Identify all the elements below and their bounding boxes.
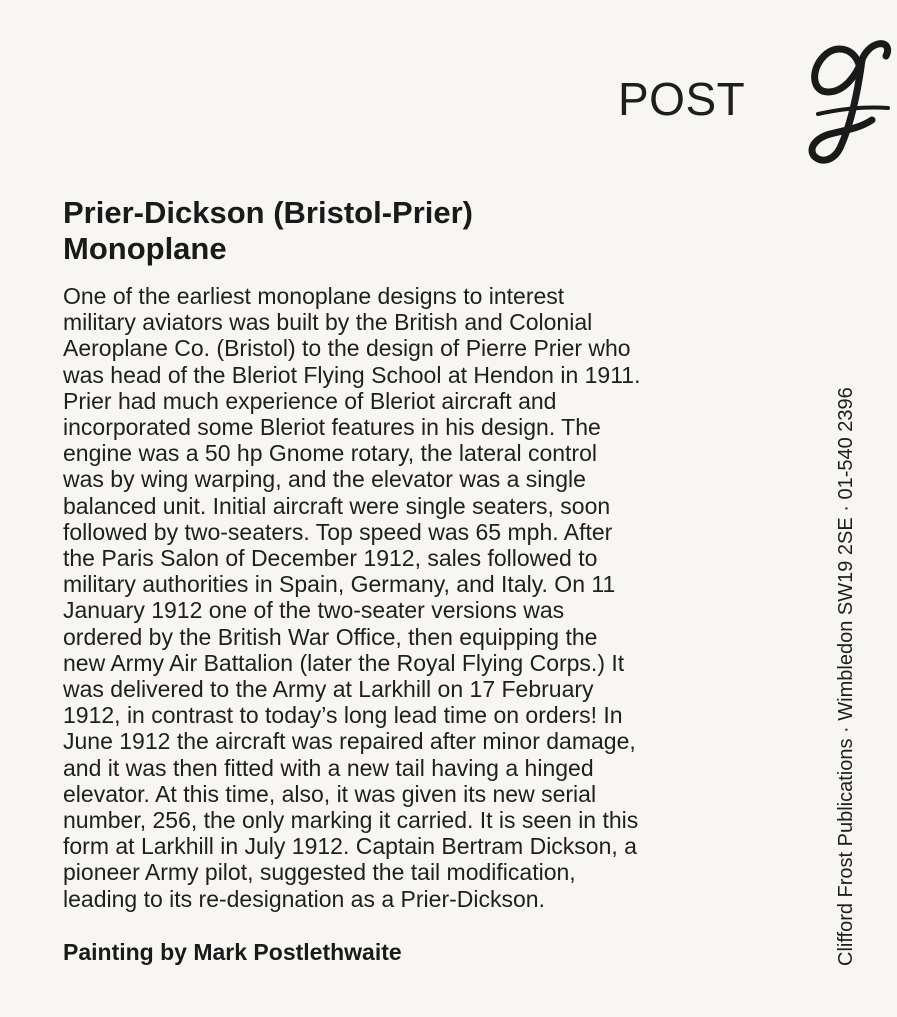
title-line: Monoplane <box>63 231 227 266</box>
body-line: 1912, in contrast to today’s long lead time on orders! In <box>63 702 623 729</box>
body-line: engine was a 50 hp Gnome rotary, the lateral control <box>63 440 597 467</box>
body-line: January 1912 one of the two-seater versions was <box>63 597 565 624</box>
post-label: POST <box>618 73 746 125</box>
article-title <box>63 195 473 267</box>
body-line: June 1912 the aircraft was repaired after minor damage, <box>63 728 636 755</box>
body-line: Prier had much experience of Bleriot aircraft and <box>63 387 557 414</box>
body-line: was delivered to the Army at Larkhill on 17 February <box>63 676 594 703</box>
article-body <box>63 283 641 912</box>
body-line: balanced unit. Initial aircraft were single seaters, soon <box>63 492 611 519</box>
body-line: Aeroplane Co. (Bristol) to the design of Pierre Prier who <box>63 335 631 362</box>
body-line: incorporated some Bleriot features in his design. The <box>63 414 601 441</box>
body-line: pioneer Army pilot, suggested the tail modification, <box>63 859 576 886</box>
body-line: One of the earliest monoplane designs to interest <box>63 283 565 309</box>
body-line: form at Larkhill in July 1912. Captain Bertram Dickson, a <box>63 833 637 860</box>
body-line: ordered by the British War Office, then equipping the <box>63 623 598 650</box>
publisher-line: Clifford Frost Publications · Wimbledon SW19 2SE · 01-540 2396 <box>835 387 857 966</box>
body-line: elevator. At this time, also, it was given its new serial <box>63 780 597 807</box>
body-line: number, 256, the only marking it carried. It is seen in this <box>63 807 639 834</box>
body-line: leading to its re-designation as a Prier-Dickson. <box>63 885 545 912</box>
stylized-g-logo-icon <box>800 30 895 170</box>
title-line: Prier-Dickson (Bristol-Prier) <box>63 195 473 230</box>
body-line: was by wing warping, and the elevator was a single <box>63 466 586 493</box>
body-line: followed by two-seaters. Top speed was 65 mph. After <box>63 518 613 545</box>
body-line: military authorities in Spain, Germany, and Italy. On 11 <box>63 571 616 598</box>
body-line: new Army Air Battalion (later the Royal Flying Corps.) It <box>63 649 625 676</box>
body-line: the Paris Salon of December 1912, sales followed to <box>63 545 598 572</box>
painting-credit: Painting by Mark Postlethwaite <box>63 939 402 965</box>
body-line: military aviators was built by the British and Colonial <box>63 309 593 336</box>
body-line: was head of the Bleriot Flying School at Hendon in 1911. <box>63 361 641 388</box>
body-line: and it was then fitted with a new tail having a hinged <box>63 754 594 781</box>
